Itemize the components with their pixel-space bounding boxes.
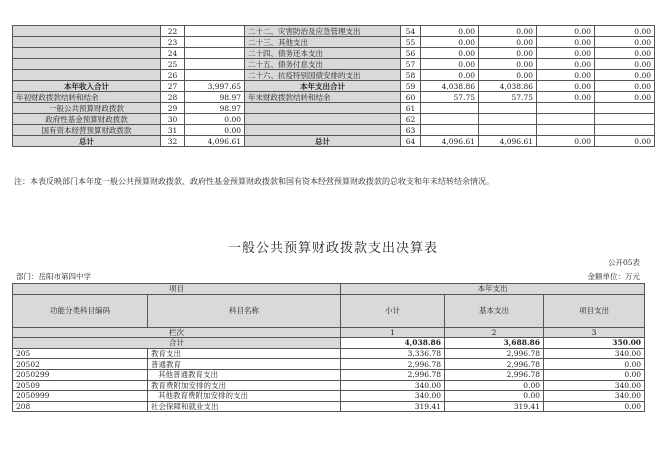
cell-c3: 0.00: [537, 48, 595, 59]
table-row: [13, 136, 655, 147]
table-note: 注：本表反映部门本年度一般公共预算财政拨款、政府性基金预算财政拨款和国有资本经营预算财政拨款的总收支和年末结转结余情况。: [14, 177, 494, 186]
cell-c4: 0.00: [595, 48, 655, 59]
cell-c1: 4,096.61: [421, 136, 479, 147]
cell-c2: 4,038.86: [479, 81, 537, 92]
cell-b: 0.00: [445, 380, 544, 391]
cell-name: 普通教育: [148, 359, 341, 370]
cell-c2: 4,096.61: [479, 136, 537, 147]
cell-right-no: 54: [401, 26, 421, 37]
cell-code: 20502: [13, 359, 148, 370]
cell-right-no: 64: [401, 136, 421, 147]
cell-left-no: 24: [161, 48, 185, 59]
cell-left-amt: 98.97: [185, 92, 245, 103]
cell-c3: 0.00: [537, 136, 595, 147]
cell-c: 340.00: [544, 348, 645, 359]
cell-c3: 0.00: [537, 26, 595, 37]
cell-right-label: 二十三、其他支出: [245, 37, 401, 48]
cell-left-no: 28: [161, 92, 185, 103]
cell-left-no: 32: [161, 136, 185, 147]
cell-name: 其他教育费附加安排的支出: [148, 391, 341, 402]
cell-c3: [537, 114, 595, 125]
cell-c1: 0.00: [421, 26, 479, 37]
table-row: [13, 70, 655, 81]
table-row: [13, 369, 645, 380]
header-subject: 科目名称: [148, 294, 341, 327]
cell-right-label: 总计: [245, 136, 401, 147]
table-row: [13, 401, 645, 412]
cell-c1: 57.75: [421, 92, 479, 103]
cell-c1: 0.00: [421, 37, 479, 48]
cell-left-no: 23: [161, 37, 185, 48]
cell-b: 2,996.78: [445, 369, 544, 380]
cell-b: 2,996.78: [445, 359, 544, 370]
cell-c1: 0.00: [421, 59, 479, 70]
header-item: 项目: [13, 284, 341, 295]
cell-c4: [595, 114, 655, 125]
cell-left-amt: [185, 37, 245, 48]
cell-right-no: 63: [401, 125, 421, 136]
total-subtotal: 4,038.86: [341, 338, 445, 349]
cell-c2: 0.00: [479, 59, 537, 70]
table-row: [13, 114, 655, 125]
table-row: [13, 59, 655, 70]
cell-right-label: 二十五、债务付息支出: [245, 59, 401, 70]
cell-right-label: 二十二、灾害防治及应急管理支出: [245, 26, 401, 37]
header-project: 项目支出: [544, 294, 645, 327]
cell-name: 教育支出: [148, 348, 341, 359]
total-project: 350.00: [544, 338, 645, 349]
cell-left-label: [13, 59, 161, 70]
cell-c: 340.00: [544, 391, 645, 402]
cell-left-amt: [185, 48, 245, 59]
cell-a: 340.00: [341, 380, 445, 391]
form-code: 公开05表: [607, 258, 640, 267]
table-row: [13, 103, 655, 114]
cell-code: 2050999: [13, 391, 148, 402]
cell-left-no: 29: [161, 103, 185, 114]
cell-left-label: [13, 48, 161, 59]
cell-c4: 0.00: [595, 37, 655, 48]
table-row: [13, 26, 655, 37]
cell-right-no: 57: [401, 59, 421, 70]
cell-right-no: 61: [401, 103, 421, 114]
cell-a: 2,996.78: [341, 369, 445, 380]
table-row: [13, 380, 645, 391]
cell-c4: 0.00: [595, 136, 655, 147]
cell-c1: [421, 103, 479, 114]
header-func-code: 功能分类科目编码: [13, 294, 148, 327]
cell-left-amt: [185, 59, 245, 70]
cell-c1: [421, 125, 479, 136]
cell-left-amt: [185, 26, 245, 37]
table-row: [13, 48, 655, 59]
cell-c: 0.00: [544, 401, 645, 412]
cell-a: 3,336.78: [341, 348, 445, 359]
cell-right-no: 58: [401, 70, 421, 81]
cell-c2: 0.00: [479, 70, 537, 81]
cell-left-no: 30: [161, 114, 185, 125]
table-row: [13, 37, 655, 48]
header-subtotal: 小计: [341, 294, 445, 327]
cell-code: 2050299: [13, 369, 148, 380]
cell-left-no: 26: [161, 70, 185, 81]
cell-right-label: 年末财政拨款结转和结余: [245, 92, 401, 103]
cell-left-label: [13, 37, 161, 48]
cell-left-label: 年初财政拨款结转和结余: [13, 92, 161, 103]
cell-left-no: 22: [161, 26, 185, 37]
cell-code: 20509: [13, 380, 148, 391]
cell-b: 0.00: [445, 391, 544, 402]
cell-c4: 0.00: [595, 70, 655, 81]
cell-left-label: 政府性基金预算财政拨款: [13, 114, 161, 125]
cell-c1: 4,038.86: [421, 81, 479, 92]
cell-c2: 0.00: [479, 26, 537, 37]
cell-code: 208: [13, 401, 148, 412]
cell-c1: 0.00: [421, 48, 479, 59]
cell-c3: 0.00: [537, 37, 595, 48]
department-label: 部门：岳阳市第四中学: [16, 272, 91, 281]
table-row: [13, 125, 655, 136]
cell-c4: 0.00: [595, 59, 655, 70]
cell-right-no: 59: [401, 81, 421, 92]
cell-left-amt: 4,096.61: [185, 136, 245, 147]
unit-label: 金额单位：万元: [587, 272, 640, 281]
table-row: [13, 92, 655, 103]
cell-c: 340.00: [544, 380, 645, 391]
cell-a: 2,996.78: [341, 359, 445, 370]
cell-right-no: 56: [401, 48, 421, 59]
cell-left-amt: 0.00: [185, 125, 245, 136]
cell-left-amt: 3,997.65: [185, 81, 245, 92]
cell-left-no: 27: [161, 81, 185, 92]
cell-right-label: [245, 114, 401, 125]
header-basic: 基本支出: [445, 294, 544, 327]
cell-c3: 0.00: [537, 59, 595, 70]
cell-c: 0.00: [544, 359, 645, 370]
cell-c4: [595, 125, 655, 136]
cell-c4: 0.00: [595, 92, 655, 103]
cell-right-label: [245, 103, 401, 114]
cell-c2: [479, 103, 537, 114]
cell-c4: [595, 103, 655, 114]
cell-left-label: 国有资本经营预算财政拨款: [13, 125, 161, 136]
cell-name: 社会保障和就业支出: [148, 401, 341, 412]
cell-right-label: 二十六、抗疫特别国债安排的支出: [245, 70, 401, 81]
cell-left-label: [13, 26, 161, 37]
cell-left-amt: [185, 70, 245, 81]
total-label: 合计: [13, 338, 341, 349]
cell-a: 340.00: [341, 391, 445, 402]
cell-name: 教育费附加安排的支出: [148, 380, 341, 391]
cell-left-no: 31: [161, 125, 185, 136]
cell-code: 205: [13, 348, 148, 359]
cell-right-no: 55: [401, 37, 421, 48]
cell-left-amt: 98.97: [185, 103, 245, 114]
cell-c1: 0.00: [421, 70, 479, 81]
cell-left-label: 总计: [13, 136, 161, 147]
cell-name: 其他普通教育支出: [148, 369, 341, 380]
cell-c2: 0.00: [479, 48, 537, 59]
cell-left-label: 一般公共预算财政拨款: [13, 103, 161, 114]
col-2: 2: [445, 327, 544, 338]
cell-c2: 0.00: [479, 37, 537, 48]
cell-b: 319.41: [445, 401, 544, 412]
cell-c: 0.00: [544, 369, 645, 380]
cell-left-amt: 0.00: [185, 114, 245, 125]
cell-right-no: 60: [401, 92, 421, 103]
cell-right-label: [245, 125, 401, 136]
col-label: 栏次: [13, 327, 341, 338]
cell-right-label: 二十四、债务还本支出: [245, 48, 401, 59]
cell-c2: 57.75: [479, 92, 537, 103]
total-basic: 3,688.86: [445, 338, 544, 349]
cell-c4: 0.00: [595, 81, 655, 92]
cell-right-label: 本年支出合计: [245, 81, 401, 92]
cell-c3: [537, 125, 595, 136]
cell-left-label: 本年收入合计: [13, 81, 161, 92]
cell-c3: [537, 103, 595, 114]
summary-table: [12, 25, 655, 147]
cell-a: 319.41: [341, 401, 445, 412]
cell-b: 2,996.78: [445, 348, 544, 359]
cell-c3: 0.00: [537, 92, 595, 103]
cell-c3: 0.00: [537, 81, 595, 92]
cell-right-no: 62: [401, 114, 421, 125]
table-row: [13, 359, 645, 370]
page-title: 一般公共预算财政拨款支出决算表: [227, 241, 438, 256]
col-1: 1: [341, 327, 445, 338]
cell-left-no: 25: [161, 59, 185, 70]
table-row: [13, 348, 645, 359]
cell-c2: [479, 125, 537, 136]
cell-c3: 0.00: [537, 70, 595, 81]
table-row: [13, 81, 655, 92]
col-3: 3: [544, 327, 645, 338]
table-row: [13, 391, 645, 402]
cell-c4: 0.00: [595, 26, 655, 37]
cell-c2: [479, 114, 537, 125]
cell-c1: [421, 114, 479, 125]
cell-left-label: [13, 70, 161, 81]
header-current: 本年支出: [341, 284, 645, 295]
expenditure-table: [12, 283, 645, 412]
